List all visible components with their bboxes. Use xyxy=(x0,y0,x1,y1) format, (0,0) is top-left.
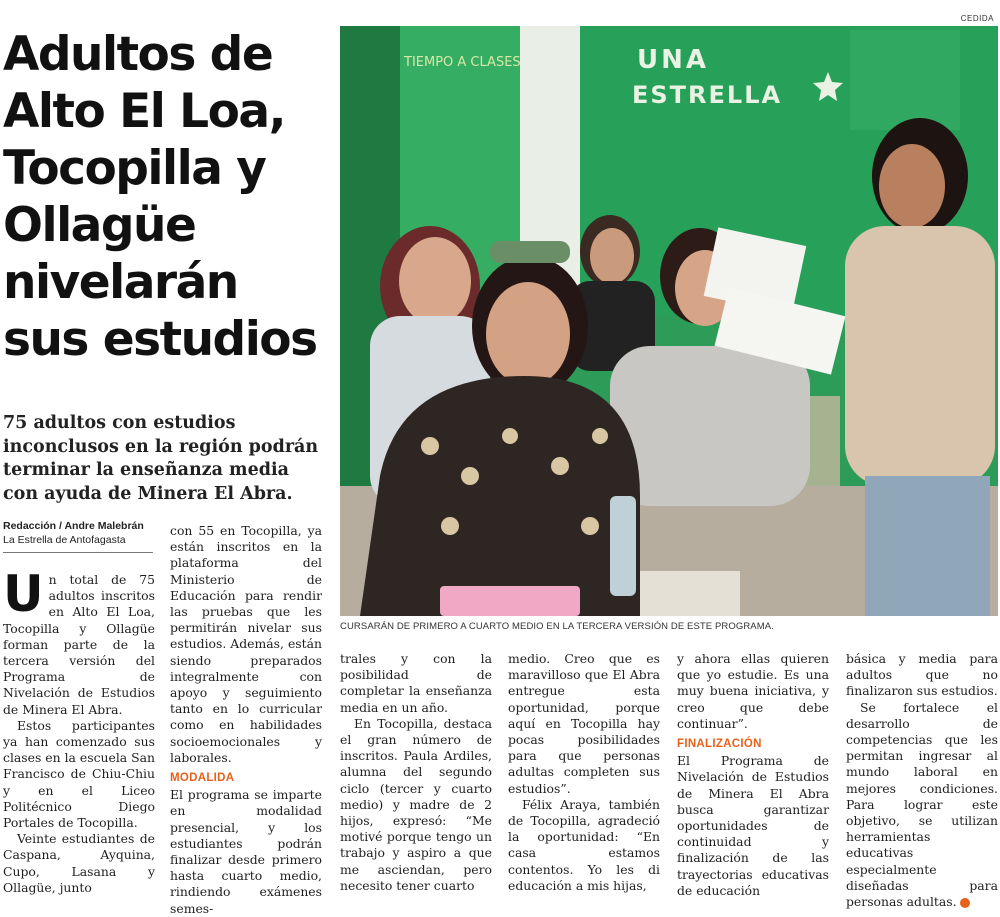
sunglasses-icon xyxy=(490,241,570,263)
paragraph: medio. Creo que es maravilloso que El Abra entregue esta oportunidad, porque aquí en Tocopilla hay pocas posibilidades para que personas adultas completen sus estudios”. xyxy=(508,651,660,796)
byline-outlet: La Estrella de Antofagasta xyxy=(3,534,126,546)
paragraph: El programa se imparte en modalidad presencial, y los estudiantes podrán finalizar desde primero hasta cuarto medio, rindiendo exámenes semes- xyxy=(170,787,322,916)
photo-caption: CURSARÁN DE PRIMERO A CUARTO MEDIO EN LA TERCERA VERSIÓN DE ESTE PROGRAMA. xyxy=(340,621,774,632)
paragraph: En Tocopilla, destaca el gran número de inscritos. Paula Ardiles, alumna del segundo ciclo (tercer y cuarto medio) y madre de 2 hijos, expresó: “Me motivé porque tengo un trabajo y aspiro a que me asciendan, pero necesito tener cuarto xyxy=(340,715,492,893)
water-bottle xyxy=(610,496,636,596)
article-column-5 xyxy=(677,651,829,899)
subheading-modalidad: MODALIDA xyxy=(170,772,235,785)
paragraph-text: Se fortalece el desarrollo de competencias que les permitan ingresar al mundo laboral en mejores condiciones. Para lograr este objetivo, se utilizan herramientas educativas especialmente diseñadas para personas adultas. xyxy=(846,699,998,910)
article-column-2 xyxy=(170,523,322,917)
drop-cap: U xyxy=(3,565,44,623)
paragraph: Estos participantes ya han comenzado sus clases en la escuela San Francisco de Chiu-Chiu y en el Liceo Politécnico Diego Portales de Tocopilla. xyxy=(3,717,155,831)
paragraph: trales y con la posibilidad de completar la enseñanza media en un año. xyxy=(340,651,492,715)
paragraph: n total de 75 adultos inscritos en Alto El Loa, Tocopilla y Ollagüe forman parte de la tercera versión del Programa de Nivelación de Estudios de Minera El Abra. xyxy=(3,572,155,717)
paragraph: y ahora ellas quieren que yo estudie. Es una muy buena iniciativa, y creo que debe continuar”. xyxy=(677,651,829,731)
wall-text-una: UNA xyxy=(637,45,709,75)
wall-text-tiempo: TIEMPO A CLASES xyxy=(404,55,521,70)
classroom-photo-illustration xyxy=(340,26,998,616)
article-photo xyxy=(340,26,998,616)
paragraph xyxy=(846,700,998,911)
photo-credit: CEDIDA xyxy=(960,14,994,23)
paragraph: Félix Araya, también de Tocopilla, agradeció la oportunidad: “En casa estamos contentos. Yo les di educación a mis hijas, xyxy=(508,796,660,893)
deck-subtitle: 75 adultos con estudios inconclusos en la región podrán terminar la enseñanza media con ayuda de Minera El Abra. xyxy=(3,413,319,504)
paragraph: Veinte estudiantes de Caspana, Ayquina, Cupo, Lasana y Ollagüe, junto xyxy=(3,831,155,895)
article-column-6 xyxy=(846,651,998,910)
headline: Adultos de Alto El Loa, Tocopilla y Ollagüe nivelarán sus estudios xyxy=(3,27,317,367)
byline-author: Redacción / Andre Malebrán xyxy=(3,520,144,532)
paragraph: con 55 en Tocopilla, ya están inscritos en la plataforma del Ministerio de Educación para rendir las pruebas que les permitirán nivelar sus estudios. Además, están siendo preparados integralmente con apoyo y seguimiento tanto en lo curricular como en habilidades socioemocionales y laborales. xyxy=(170,523,322,765)
subheading-finalizacion: FINALIZACIÓN xyxy=(677,738,762,751)
paragraph: El Programa de Nivelación de Estudios de Minera El Abra busca garantizar oportunidades de continuidad y finalización de las trayectorias educativas de educación xyxy=(677,753,829,898)
article-column-4 xyxy=(508,651,660,894)
byline xyxy=(3,519,163,547)
paragraph: básica y media para adultos que no finalizaron sus estudios. xyxy=(846,651,998,699)
wall-text-estrella: ESTRELLA xyxy=(632,81,783,109)
article-column-3 xyxy=(340,651,492,894)
article-column-1 xyxy=(3,565,155,896)
pencil-case xyxy=(440,586,580,616)
byline-divider xyxy=(3,552,153,553)
end-mark-icon: ✪ xyxy=(960,898,970,908)
